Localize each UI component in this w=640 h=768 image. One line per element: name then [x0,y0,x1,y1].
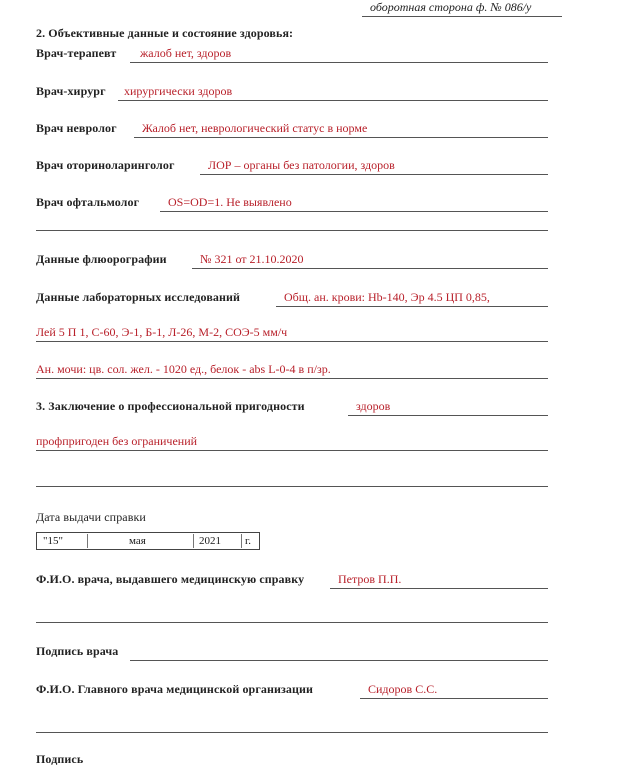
surgeon-label: Врач-хирург [36,84,106,98]
ophthalmologist-extra-line [36,230,548,231]
chief-extra-line [36,732,548,733]
doctor-signature-line [130,660,548,661]
chief-line [360,698,548,699]
date-separator [241,534,242,548]
neurologist-line [134,137,548,138]
doctor-extra-line [36,622,548,623]
date-field [36,532,260,550]
lab-value-1: Общ. ан. крови: Hb-140, Эр 4.5 ЦП 0,85, [284,290,490,304]
neurologist-label: Врач невролог [36,121,117,135]
surgeon-line [118,100,548,101]
section3-value-1: здоров [356,399,391,413]
date-month: мая [129,535,146,547]
ent-label: Врач оториноларинголог [36,158,175,172]
section2-title: 2. Объективные данные и состояние здоровья: [36,26,294,40]
date-separator [193,534,194,548]
header-underline [362,16,562,17]
fluoro-label: Данные флюорографии [36,252,167,266]
ophthalmologist-label: Врач офтальмолог [36,195,140,209]
section3-line-3 [36,486,548,487]
neurologist-value: Жалоб нет, неврологический статус в норме [142,121,368,135]
form-header: оборотная сторона ф. № 086/у [370,0,532,14]
date-suffix: г. [245,535,252,547]
date-separator [87,534,88,548]
therapist-label: Врач-терапевт [36,46,117,60]
chief-value: Сидоров С.С. [368,682,438,696]
lab-label: Данные лабораторных исследований [36,290,241,304]
lab-line-2 [36,341,548,342]
lab-value-2: Лей 5 П 1, С-60, Э-1, Б-1, Л-26, М-2, СОЭ-5 мм/ч [36,325,288,339]
fluoro-line [192,268,548,269]
lab-line-3 [36,378,548,379]
therapist-line [130,62,548,63]
lab-line-1 [276,306,548,307]
section3-line-2 [36,450,548,451]
section3-label: 3. Заключение о профессиональной пригодности [36,399,305,413]
lab-value-3: Ан. мочи: цв. сол. жел. - 1020 ед., белок - abs L-0-4 в п/зр. [36,362,331,376]
doctor-line [330,588,548,589]
doctor-label: Ф.И.О. врача, выдавшего медицинскую справку [36,572,305,586]
doctor-signature-label: Подпись врача [36,644,119,658]
ent-line [200,174,548,175]
section3-value-2: профпригоден без ограничений [36,434,198,448]
signature-label: Подпись [36,752,84,766]
date-label: Дата выдачи справки [36,510,146,524]
ophthalmologist-value: OS=OD=1. Не выявлено [168,195,292,209]
ophthalmologist-line [160,211,548,212]
doctor-value: Петров П.П. [338,572,402,586]
fluoro-value: № 321 от 21.10.2020 [200,252,304,266]
surgeon-value: хирургически здоров [124,84,233,98]
section3-line-1 [348,415,548,416]
therapist-value: жалоб нет, здоров [140,46,232,60]
date-year: 2021 [199,535,221,547]
ent-value: ЛОР – органы без патологии, здоров [208,158,395,172]
date-day: "15" [43,535,63,547]
chief-label: Ф.И.О. Главного врача медицинской организации [36,682,314,696]
